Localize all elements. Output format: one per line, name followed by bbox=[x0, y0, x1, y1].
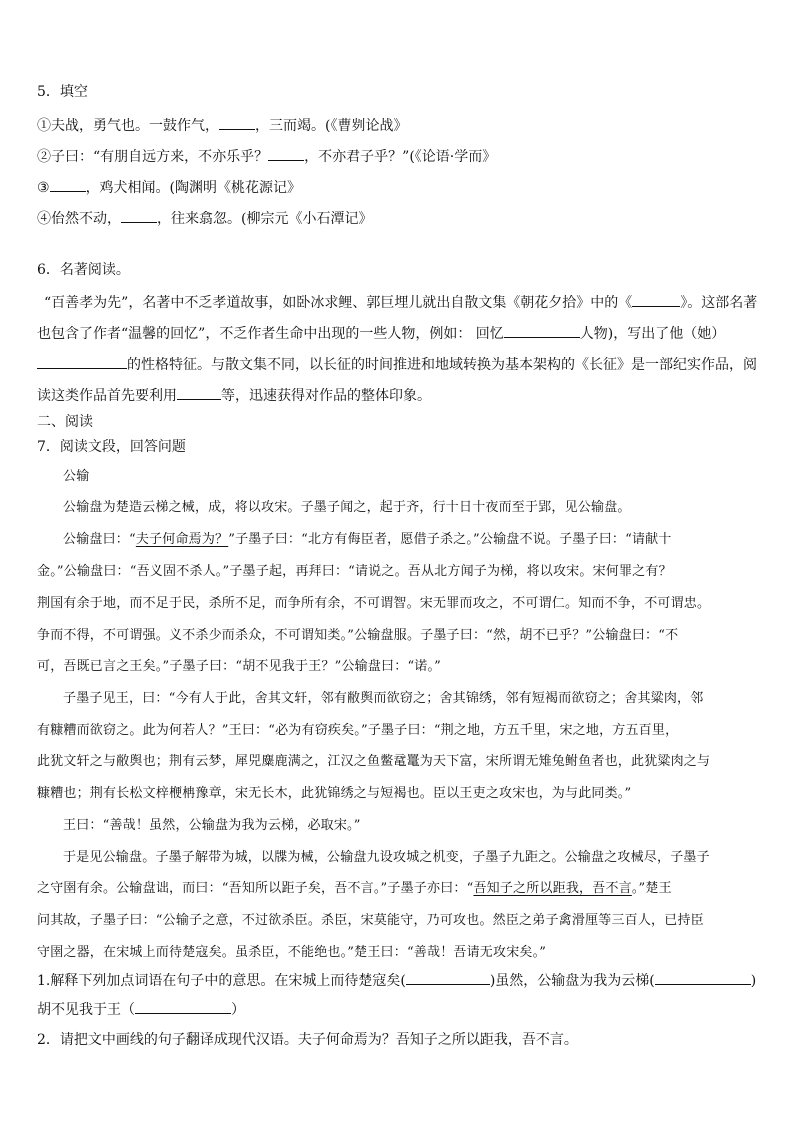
passage-line: 有糠糟而欲窃之。此为何若人？”王曰：“必为有窃疾矣。”子墨子曰：“荆之地，方五千里，宋之地，方五百里， bbox=[37, 723, 679, 738]
section-2-heading: 二、阅读 bbox=[37, 414, 93, 430]
q6-line-4-text-a: 读这类作品首先要利用 bbox=[37, 388, 177, 404]
answer-blank-1[interactable] bbox=[406, 969, 490, 985]
passage-text: 公输盘曰：“ bbox=[63, 532, 136, 547]
q6-line-1-text-b: 》。这部名著 bbox=[680, 295, 758, 311]
q5-blank-1[interactable] bbox=[219, 114, 255, 130]
answer-blank-3[interactable] bbox=[135, 998, 231, 1014]
q6-line-4-text-b: 等，迅速获得对作品的整体印象。 bbox=[221, 388, 431, 404]
underlined-sentence-1: 夫子何命焉为？ bbox=[135, 532, 229, 547]
q6-line-3 bbox=[37, 353, 757, 375]
passage-line: 此犹文轩之与敝舆也；荆有云梦，犀兕麋鹿满之，江汉之鱼鳖鼋鼍为天下富，宋所谓无雉兔鲋鱼者也，此犹粱肉之与 bbox=[37, 754, 711, 769]
q5-item-1-text-a: ①夫战，勇气也。一鼓作气， bbox=[37, 118, 219, 134]
q6-blank-4[interactable] bbox=[177, 384, 221, 400]
q5-title: 5．填空 bbox=[37, 84, 88, 100]
q7-sub-1-cont-text-b: ） bbox=[231, 1002, 245, 1018]
q5-item-4-text-a: ④佁然不动， bbox=[37, 211, 121, 227]
q6-line-2 bbox=[37, 322, 725, 344]
q5-blank-2[interactable] bbox=[268, 145, 304, 161]
passage-line: 公输盘为楚造云梯之械，成，将以攻宋。子墨子闻之，起于齐，行十日十夜而至于郢，见公输盘。 bbox=[63, 500, 631, 515]
q5-item-2-text-b: ，不亦君子乎？”(《论语·学而》 bbox=[304, 149, 497, 165]
passage-line: 糠糟也；荆有长松文梓楩柟豫章，宋无长木，此犹锦绣之与短褐也。臣以王吏之攻宋也，为与此同类。” bbox=[37, 786, 632, 801]
passage-line bbox=[63, 530, 672, 550]
passage-line: 问其故，子墨子曰：“公输子之意，不过欲杀臣。杀臣，宋莫能守，乃可攻也。然臣之弟子禽滑厘等三百人，已持臣 bbox=[37, 913, 704, 928]
q7-sub-1 bbox=[37, 969, 756, 991]
q6-blank-3[interactable] bbox=[37, 353, 127, 369]
q5-blank-3[interactable] bbox=[50, 176, 86, 192]
q5-item-1 bbox=[37, 114, 407, 136]
passage-line: 金。”公输盘曰：“吾义固不杀人。”子墨子起，再拜曰：“请说之。吾从北方闻子为梯，将以攻宋。宋何罪之有？ bbox=[37, 564, 672, 579]
passage-line: 王曰：“善哉！虽然，公输盘为我为云梯，必取宋。” bbox=[63, 818, 361, 833]
passage-line: 守圉之器，在宋城上而待楚寇矣。虽杀臣，不能绝也。”楚王曰：“善哉！吾请无攻宋矣。” bbox=[37, 945, 547, 960]
q7-sub-1-text-a: 1.解释下列加点词语在句子中的意思。在宋城上而待楚寇矣( bbox=[37, 973, 406, 989]
passage-line: 可，吾既已言之王矣。”子墨子曰：“胡不见我于王？”公输盘曰：“诺。” bbox=[37, 659, 442, 674]
underlined-sentence-2: 吾知子之所以距我，吾不言 bbox=[473, 881, 632, 896]
q5-item-2 bbox=[37, 145, 496, 167]
q6-line-2-text-a: 也包含了作者“温馨的回忆”，不乏作者生命中出现的一些人物，例如： 回忆 bbox=[37, 326, 504, 342]
q5-item-3 bbox=[37, 176, 301, 198]
passage-line bbox=[37, 879, 672, 899]
q5-item-3-text-a: ③ bbox=[37, 180, 50, 196]
q5-blank-4[interactable] bbox=[121, 207, 157, 223]
q7-sub-1-cont bbox=[37, 998, 245, 1020]
q5-item-3-text-b: ，鸡犬相闻。(陶渊明《桃花源记》 bbox=[85, 180, 302, 196]
q6-line-1-text-a: “百善孝为先”，名著中不乏孝道故事，如卧冰求鲤、郭巨埋儿就出自散文集《朝花夕拾》中的《 bbox=[44, 295, 633, 311]
passage-text: 之守圉有余。公输盘诎，而曰：“吾知所以距子矣，吾不言。”子墨子亦曰：“ bbox=[37, 881, 474, 896]
passage-line: 子墨子见王，曰：“今有人于此，舍其文轩，邻有敝舆而欲窃之；舍其锦绣，邻有短褐而欲窃之；舍其粱肉，邻 bbox=[63, 691, 704, 706]
q6-line-2-text-b: 人物)，写出了他（她） bbox=[579, 326, 726, 342]
q6-line-1 bbox=[44, 291, 757, 313]
q5-item-4 bbox=[37, 207, 372, 229]
q6-line-3-text: 的性格特征。与散文集不同，以长征的时间推进和地域转换为基本架构的《长征》是一部纪实作品，阅 bbox=[127, 357, 757, 373]
passage-line: 荆国有余于地，而不足于民，杀所不足，而争所有余，不可谓智。宋无罪而攻之，不可谓仁。知而不争，不可谓忠。 bbox=[37, 596, 711, 611]
q6-blank-1[interactable] bbox=[632, 291, 680, 307]
passage-text: 。”楚王 bbox=[631, 881, 672, 896]
passage-text: ”子墨子曰：“北方有侮臣者，愿借子杀之。”公输盘不说。子墨子曰：“请献十 bbox=[228, 532, 672, 547]
passage-line: 争而不得，不可谓强。义不杀少而杀众，不可谓知类。”公输盘服。子墨子曰：“然，胡不已乎？”公输盘曰：“不 bbox=[37, 628, 679, 643]
passage-heading: 公输 bbox=[63, 469, 90, 484]
q7-title: 7．阅读文段，回答问题 bbox=[37, 439, 186, 455]
answer-blank-2[interactable] bbox=[655, 969, 751, 985]
q7-sub-2: 2．请把文中画线的句子翻译成现代汉语。夫子何命焉为？吾知子之所以距我，吾不言。 bbox=[37, 1032, 578, 1048]
q5-item-1-text-b: ，三而竭。(《曹刿论战》 bbox=[255, 118, 408, 134]
q7-sub-1-text-c: ) bbox=[750, 973, 757, 989]
q7-sub-1-cont-text-a: 胡不见我于王（ bbox=[37, 1002, 135, 1018]
passage-line: 于是见公输盘。子墨子解带为城，以牒为械，公输盘九设攻城之机变，子墨子九距之。公输盘之攻械尽，子墨子 bbox=[63, 850, 710, 865]
q6-blank-2[interactable] bbox=[504, 322, 580, 338]
q6-line-4 bbox=[37, 384, 431, 406]
q5-item-2-text-a: ②子曰：“有朋自远方来，不亦乐乎？ bbox=[37, 149, 269, 165]
q6-title: 6．名著阅读。 bbox=[37, 262, 130, 278]
q7-sub-1-text-b: )虽然，公输盘为我为云梯( bbox=[489, 973, 655, 989]
q5-item-4-text-b: ，往来翕忽。(柳宗元《小石潭记》 bbox=[157, 211, 373, 227]
